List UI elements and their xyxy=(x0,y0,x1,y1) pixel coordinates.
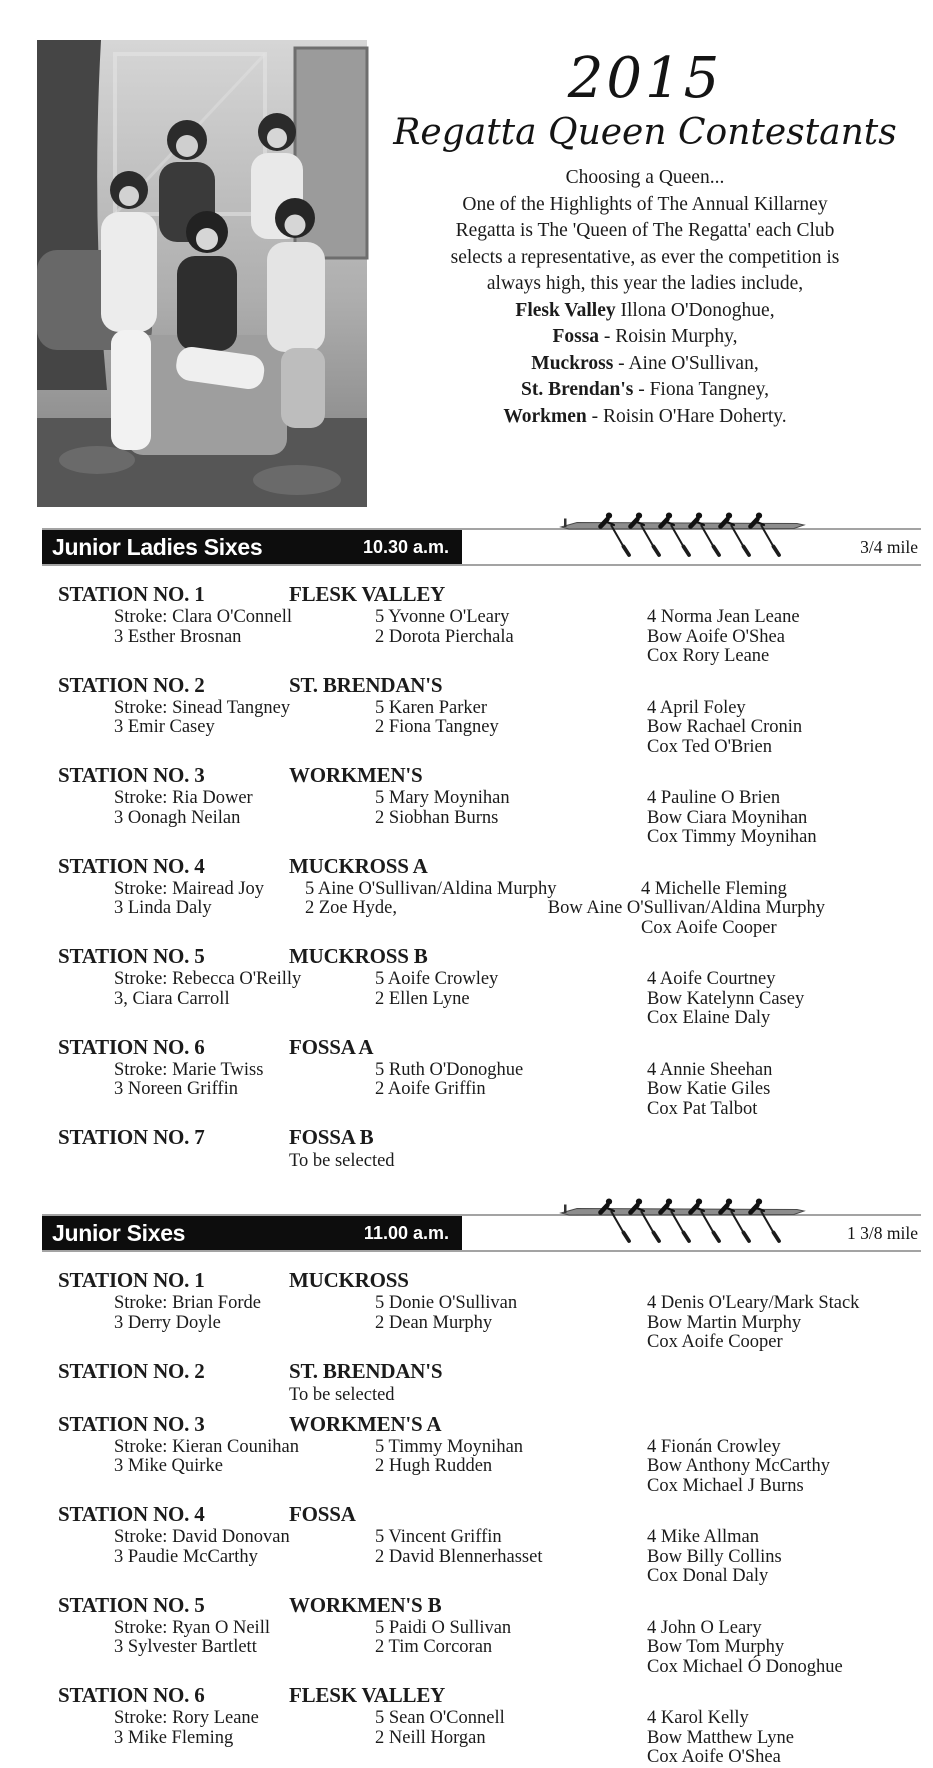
stations xyxy=(58,582,921,1172)
station-club: FLESK VALLEY xyxy=(289,1683,446,1707)
crew-cell: Bow Katelynn Casey xyxy=(647,988,805,1009)
crew-cell: Stroke: Brian Forde xyxy=(114,1293,261,1313)
contestant-line: Muckross - Aine O'Sullivan, xyxy=(531,352,759,374)
crew-cell: 2 Fiona Tangney xyxy=(375,717,499,737)
contestants-list xyxy=(367,298,923,431)
masthead xyxy=(367,40,923,507)
crew-row xyxy=(114,1638,921,1658)
crew-cell: 4 Aoife Courtney xyxy=(647,969,776,989)
crew-cell: Stroke: Ryan O Neill xyxy=(114,1617,270,1638)
crew-cell: 4 John O Leary xyxy=(647,1617,762,1638)
crew-cell xyxy=(375,1333,647,1353)
station xyxy=(58,1359,921,1406)
crew-row xyxy=(114,628,921,648)
station-heading xyxy=(58,582,921,606)
crew-cell: Cox Elaine Daly xyxy=(647,1008,771,1028)
station-heading xyxy=(58,763,921,787)
crew-row xyxy=(114,1333,921,1353)
crew-row xyxy=(114,1619,921,1639)
crew-cell: Stroke: David Donovan xyxy=(114,1527,290,1547)
crew-cell: Stroke: Rory Leane xyxy=(114,1708,259,1728)
crew-cell: Cox Michael J Burns xyxy=(647,1475,804,1496)
crew-cell: 4 Karol Kelly xyxy=(647,1708,749,1728)
crew-cell xyxy=(114,647,375,667)
station xyxy=(58,944,921,1029)
station-number: STATION NO. 6 xyxy=(58,1683,205,1707)
title-year: 2015 xyxy=(567,46,723,111)
crew-cell: Stroke: Marie Twiss xyxy=(114,1059,264,1080)
crew-row xyxy=(114,809,921,829)
crew-cell: 4 April Foley xyxy=(647,697,746,718)
crew-cell xyxy=(114,1009,375,1029)
crew-row xyxy=(114,990,921,1010)
crew-cell xyxy=(375,1100,647,1120)
crew-cell: 2 Aoife Griffin xyxy=(375,1079,486,1099)
crew-cell: 5 Aine O'Sullivan/Aldina Murphy xyxy=(305,878,557,899)
crew-cell: 5 Sean O'Connell xyxy=(375,1708,505,1728)
crew-cell: 2 Zoe Hyde, xyxy=(305,898,397,918)
crew-cell: Bow Katie Giles xyxy=(647,1079,771,1099)
crew-row xyxy=(114,1729,921,1749)
crew-cell xyxy=(114,1100,375,1120)
crew-cell: Cox Aoife O'Shea xyxy=(647,1747,781,1767)
crew-row xyxy=(114,608,921,628)
station-number: STATION NO. 7 xyxy=(58,1125,205,1149)
crew-row xyxy=(114,1528,921,1548)
crew-cell: 3 Mike Fleming xyxy=(114,1727,234,1748)
crew-cell: 4 Norma Jean Leane xyxy=(647,607,800,627)
crew-cell: Cox Rory Leane xyxy=(647,646,770,666)
crew-cell xyxy=(375,1567,647,1587)
crew-cell xyxy=(114,828,375,848)
station-heading xyxy=(58,1593,921,1617)
crew-cell: 4 Michelle Fleming xyxy=(641,878,787,899)
crew-cell xyxy=(375,1748,647,1768)
station-number: STATION NO. 1 xyxy=(58,582,205,606)
race-section xyxy=(42,528,921,1172)
crew-cell: Bow Tom Murphy xyxy=(647,1637,785,1657)
crew-cell: 2 Neill Horgan xyxy=(375,1727,486,1748)
crew-row xyxy=(114,718,921,738)
intro-line: always high, this year the ladies include, xyxy=(486,273,804,295)
station-number: STATION NO. 4 xyxy=(58,1502,205,1526)
crew-cell: 5 Yvonne O'Leary xyxy=(375,607,510,627)
title-script: Regatta Queen Contestants xyxy=(393,111,897,153)
station-heading xyxy=(58,1035,921,1059)
station-heading xyxy=(58,1502,921,1526)
station-club: WORKMEN'S A xyxy=(289,1411,442,1436)
station-club: ST. BRENDAN'S xyxy=(289,672,443,697)
section-header-bar xyxy=(42,530,462,564)
crew-cell: Stroke: Mairead Joy xyxy=(114,878,265,899)
crew-cell xyxy=(114,738,375,758)
crew-cell: 3 Linda Daly xyxy=(114,898,212,918)
station-note: To be selected xyxy=(289,1384,395,1405)
crew-cell xyxy=(375,647,647,667)
section-time: 11.00 a.m. xyxy=(363,1222,449,1243)
stations xyxy=(58,1268,921,1768)
contestant-club: Flesk Valley xyxy=(515,299,616,321)
crew-cell: Cox Timmy Moynihan xyxy=(647,827,817,847)
crew-cell: 3 Sylvester Bartlett xyxy=(114,1637,257,1657)
contestants-photo-image xyxy=(37,40,367,507)
crew-row xyxy=(114,880,921,900)
crew-row xyxy=(114,1567,921,1587)
station-club: FLESK VALLEY xyxy=(289,582,446,606)
station-club: FOSSA B xyxy=(289,1125,374,1149)
crew-cell: 4 Denis O'Leary/Mark Stack xyxy=(647,1293,860,1313)
crew-cell xyxy=(114,1333,375,1353)
crew-cell: 4 Mike Allman xyxy=(647,1527,760,1547)
crew-cell: 3 Derry Doyle xyxy=(114,1312,221,1333)
crew-row xyxy=(114,1080,921,1100)
crew-cell: 5 Karen Parker xyxy=(375,697,487,718)
crew-cell: Bow Martin Murphy xyxy=(647,1312,802,1333)
section-distance: 3/4 mile xyxy=(860,537,918,557)
contestant-club: St. Brendan's xyxy=(520,379,634,401)
crew-cell xyxy=(114,919,305,939)
station xyxy=(58,1683,921,1768)
intro-line: Regatta is The 'Queen of The Regatta' each Club xyxy=(455,220,835,242)
station-club: WORKMEN'S xyxy=(289,763,423,787)
crew-cell: Stroke: Ria Dower xyxy=(114,788,253,808)
crew-row xyxy=(114,1457,921,1477)
crew-row xyxy=(114,828,921,848)
crew-row xyxy=(114,1477,921,1497)
crew-row xyxy=(114,738,921,758)
crew-cell: 2 Hugh Rudden xyxy=(375,1456,493,1476)
page-header xyxy=(0,0,933,507)
crew-cell: 2 Dorota Pierchala xyxy=(375,626,514,647)
station-club: WORKMEN'S B xyxy=(289,1592,442,1617)
crew-cell: 5 Donie O'Sullivan xyxy=(375,1293,518,1313)
crew-row xyxy=(114,1061,921,1081)
crew-row xyxy=(114,919,921,939)
crew-cell: 5 Paidi O Sullivan xyxy=(375,1617,512,1638)
station-number: STATION NO. 3 xyxy=(58,1411,205,1436)
crew-row xyxy=(114,1100,921,1120)
crew-cell: 5 Aoife Crowley xyxy=(375,969,499,989)
crew-row xyxy=(114,1294,921,1314)
crew-cell: Stroke: Kieran Counihan xyxy=(114,1436,299,1457)
station-club: FOSSA xyxy=(289,1502,356,1526)
crew-cell: Bow Aine O'Sullivan/Aldina Murphy xyxy=(547,898,825,918)
station-number: STATION NO. 4 xyxy=(58,853,205,878)
contestant-line: Flesk Valley Illona O'Donoghue, xyxy=(515,299,775,321)
crew-cell: 2 Ellen Lyne xyxy=(375,988,470,1009)
crew-cell: 2 Tim Corcoran xyxy=(375,1637,493,1657)
crew-cell xyxy=(375,1658,647,1678)
crew-cell: Bow Rachael Cronin xyxy=(647,717,803,737)
station-number: STATION NO. 5 xyxy=(58,1592,205,1617)
rowing-boat-icon xyxy=(557,511,807,565)
crew-cell: 2 Siobhan Burns xyxy=(375,807,499,828)
crew-cell xyxy=(114,1748,375,1768)
crew-cell xyxy=(375,738,647,758)
crew-cell: 5 Vincent Griffin xyxy=(375,1527,502,1547)
crew-cell: Cox Aoife Cooper xyxy=(641,917,777,938)
station xyxy=(58,1268,921,1353)
crew-cell xyxy=(305,919,641,939)
crew-row xyxy=(114,1709,921,1729)
crew-cell: 2 David Blennerhasset xyxy=(375,1546,543,1567)
station-note: To be selected xyxy=(289,1151,395,1171)
section-time: 10.30 a.m. xyxy=(362,536,449,557)
contestant-line: Fossa - Roisin Murphy, xyxy=(552,326,738,348)
crew-cell: Bow Matthew Lyne xyxy=(647,1727,794,1748)
contestant-line: St. Brendan's - Fiona Tangney, xyxy=(520,379,769,401)
crew-cell: 3, Ciara Carroll xyxy=(114,988,230,1009)
crew-cell: Cox Pat Talbot xyxy=(647,1098,758,1119)
station-heading xyxy=(58,1125,921,1149)
crew-cell xyxy=(375,1477,647,1497)
station-heading xyxy=(58,1359,921,1383)
crew-cell: 4 Fionán Crowley xyxy=(647,1436,781,1457)
crew-cell: 3 Oonagh Neilan xyxy=(114,807,241,828)
station-heading xyxy=(58,1412,921,1436)
crew-cell: 2 Dean Murphy xyxy=(375,1312,493,1333)
crew-row xyxy=(114,970,921,990)
crew-row xyxy=(114,1009,921,1029)
crew-cell: Bow Aoife O'Shea xyxy=(647,626,785,647)
station-heading xyxy=(58,1683,921,1707)
contestant-club: Workmen xyxy=(503,405,587,427)
station-club: ST. BRENDAN'S xyxy=(289,1358,443,1383)
intro-line: Choosing a Queen... xyxy=(565,167,725,189)
contestants-photo xyxy=(37,40,367,507)
crew-cell: Stroke: Sinead Tangney xyxy=(114,697,291,718)
crew-cell: Cox Donal Daly xyxy=(647,1566,769,1586)
crew-cell: 3 Emir Casey xyxy=(114,717,215,737)
crew-cell: 4 Annie Sheehan xyxy=(647,1059,773,1080)
contestant-club: Fossa xyxy=(552,326,600,348)
crew-cell: 5 Ruth O'Donoghue xyxy=(375,1059,524,1080)
crew-cell: 3 Noreen Griffin xyxy=(114,1079,238,1099)
crew-row xyxy=(114,789,921,809)
station xyxy=(58,854,921,939)
crew-cell: 4 Pauline O Brien xyxy=(647,788,781,808)
rowing-boat-icon xyxy=(557,1197,807,1251)
race-section xyxy=(42,1214,921,1768)
station-number: STATION NO. 3 xyxy=(58,763,205,787)
contestant-line: Workmen - Roisin O'Hare Doherty. xyxy=(503,405,787,427)
contestant-club: Muckross xyxy=(531,352,614,374)
section-title: Junior Ladies Sixes xyxy=(52,533,263,560)
station xyxy=(58,582,921,667)
station-heading xyxy=(58,944,921,968)
crew-row xyxy=(114,899,921,919)
station-club: MUCKROSS A xyxy=(289,853,428,878)
crew-cell: Bow Billy Collins xyxy=(647,1546,782,1567)
crew-row xyxy=(114,1658,921,1678)
crew-row xyxy=(114,699,921,719)
crew-row xyxy=(114,1438,921,1458)
station-heading xyxy=(58,854,921,878)
crew-cell: Bow Anthony McCarthy xyxy=(647,1456,830,1476)
sections xyxy=(0,528,933,1768)
crew-cell: 3 Mike Quirke xyxy=(114,1456,223,1476)
crew-cell: Stroke: Clara O'Connell xyxy=(114,607,293,627)
crew-row xyxy=(114,647,921,667)
intro-line: selects a representative, as ever the competition is xyxy=(450,246,840,268)
station-number: STATION NO. 1 xyxy=(58,1268,205,1292)
crew-cell: Stroke: Rebecca O'Reilly xyxy=(114,969,302,989)
crew-cell: Cox Michael Ó Donoghue xyxy=(647,1656,843,1677)
station xyxy=(58,1125,921,1172)
crew-cell: Cox Ted O'Brien xyxy=(647,736,773,757)
station-heading xyxy=(58,673,921,697)
station-number: STATION NO. 2 xyxy=(58,1358,205,1383)
station xyxy=(58,1035,921,1120)
section-header-bar xyxy=(42,1216,462,1250)
crew-cell: 3 Paudie McCarthy xyxy=(114,1546,258,1567)
section-distance: 1 3/8 mile xyxy=(847,1223,918,1243)
crew-cell xyxy=(114,1477,375,1497)
crew-row xyxy=(114,1314,921,1334)
station-number: STATION NO. 2 xyxy=(58,672,205,697)
crew-cell xyxy=(375,828,647,848)
intro-lines xyxy=(367,165,923,298)
crew-cell: 5 Mary Moynihan xyxy=(375,788,510,808)
section-header-band xyxy=(42,528,921,566)
station xyxy=(58,1412,921,1497)
section-title: Junior Sixes xyxy=(52,1219,186,1246)
intro-line: One of the Highlights of The Annual Killarney xyxy=(462,193,828,215)
crew-cell: Bow Ciara Moynihan xyxy=(647,807,808,828)
station xyxy=(58,673,921,758)
crew-cell xyxy=(375,1009,647,1029)
station xyxy=(58,1502,921,1587)
crew-cell: Cox Aoife Cooper xyxy=(647,1332,783,1352)
station-number: STATION NO. 5 xyxy=(58,944,205,968)
crew-cell: 5 Timmy Moynihan xyxy=(375,1436,524,1457)
crew-row xyxy=(114,1548,921,1568)
crew-row xyxy=(114,1748,921,1768)
station-club: FOSSA A xyxy=(289,1034,374,1059)
section-header-band xyxy=(42,1214,921,1252)
crew-cell xyxy=(114,1567,375,1587)
station-club: MUCKROSS xyxy=(289,1268,409,1292)
station xyxy=(58,1593,921,1678)
station-number: STATION NO. 6 xyxy=(58,1034,205,1059)
station-heading xyxy=(58,1268,921,1292)
station xyxy=(58,763,921,848)
crew-cell: 3 Esther Brosnan xyxy=(114,626,242,647)
station-club: MUCKROSS B xyxy=(289,944,428,968)
crew-cell xyxy=(114,1658,375,1678)
